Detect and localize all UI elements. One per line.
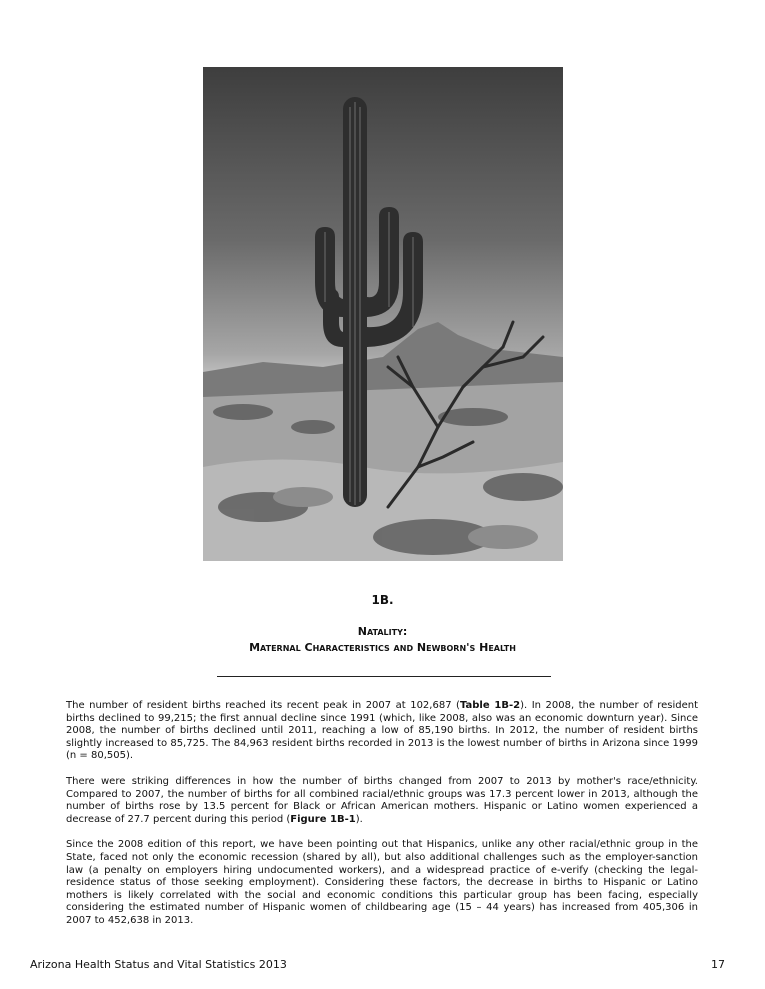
photo-illustration (203, 67, 563, 561)
page-number: 17 (711, 958, 725, 971)
section-title-line2: Maternal Characteristics and Newborn's Health (249, 641, 516, 654)
paragraph-2: There were striking differences in how the number of births changed from 2007 to 2013 by mother's race/ethnicity. Compared to 2007, the number of births for all combined racial/ethnic groups was 17.3 percent lower in 2013, although the number of births rose by 13.5 percent for Black or African American mothers. Hispanic or Latino women experienced a decrease of 27.7 percent during this period (Figure 1B-1). (66, 775, 698, 825)
paragraph-3: Since the 2008 edition of this report, we have been pointing out that Hispanics, unlike any other racial/ethnic group in the State, faced not only the economic recession (shared by all), but also additional challenges such as the employer-sanction law (a penalty on employers hiring undocumented workers), and a widespread practice of e-verify (checking the legal-residence status of those seeking employment). Considering these factors, the decrease in births to Hispanic or Latino mothers is likely correlated with the social and economic conditions this particular group has been facing, especially considering the estimated number of Hispanic women of childbearing age (15 – 44 years) has increased from 405,306 in 2007 to 452,638 in 2013. (66, 839, 698, 926)
saguaro-cactus-photo (203, 67, 563, 561)
section-title-line1: Natality: (357, 625, 408, 638)
table-reference-link: Table 1B-2 (459, 700, 521, 711)
footer-document-title: Arizona Health Status and Vital Statistics 2013 (30, 958, 287, 971)
title-divider (217, 676, 551, 677)
section-number: 1B. (371, 593, 394, 607)
paragraph-1: The number of resident births reached its recent peak in 2007 at 102,687 (Table 1B-2). In 2008, the number of resident births declined to 99,215; the first annual decline since 1991 (which, like 2008, also was an economic downturn year). Since 2008, the number of births declined until 2011, reaching a low of 85,190 births. In 2012, the number of resident births slightly increased to 85,725. The 84,963 resident births recorded in 2013 is the lowest number of births in Arizona since 1999 (n = 80,505). (66, 700, 699, 762)
section-title (0, 624, 765, 656)
figure-reference-link: Figure 1B-1 (290, 813, 356, 825)
body-text (66, 700, 698, 941)
